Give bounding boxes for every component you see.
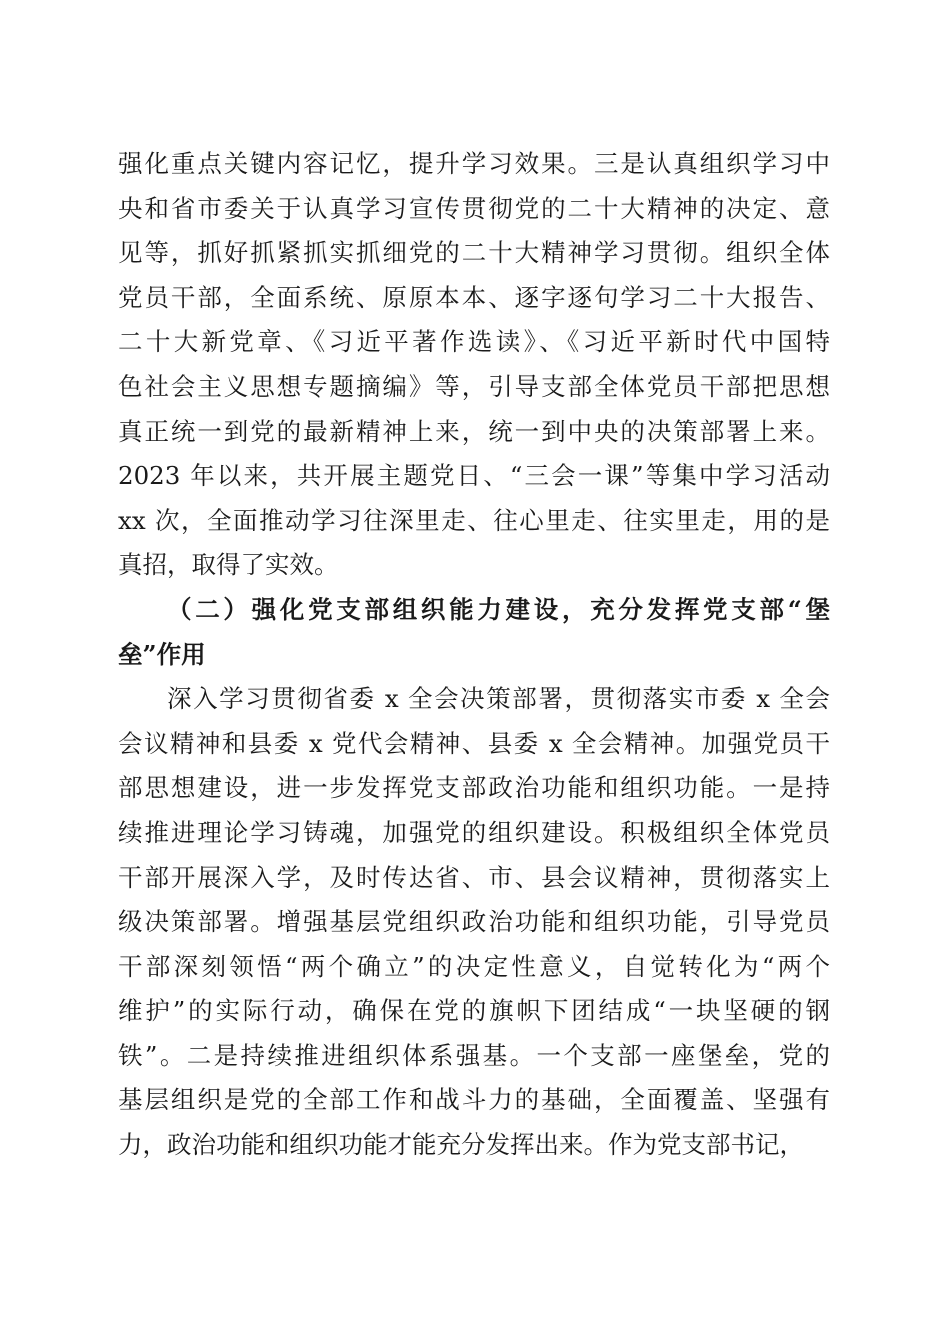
text-line: 真招，取得了实效。	[118, 550, 339, 580]
heading-line: （二）强化党支部组织能力建设，充分发挥党支部“堡	[167, 594, 830, 624]
text-line: 铁”。二是持续推进组织体系强基。一个支部一座堡垒，党的	[118, 1040, 830, 1070]
text-line: 央和省市委关于认真学习宣传贯彻党的二十大精神的决定、意	[118, 193, 830, 223]
paragraph-1	[118, 142, 830, 588]
text-line: 部思想建设，进一步发挥党支部政治功能和组织功能。一是持	[118, 773, 830, 803]
text-line: 会议精神和县委 x 党代会精神、县委 x 全会精神。加强党员干	[118, 728, 830, 758]
text-line: 维护”的实际行动，确保在党的旗帜下团结成“一块坚硬的钢	[118, 996, 830, 1026]
text-line: 深入学习贯彻省委 x 全会决策部署，贯彻落实市委 x 全会	[167, 684, 830, 714]
document-body	[118, 142, 830, 1168]
section-heading	[118, 588, 830, 677]
text-line: 干部深刻领悟“两个确立”的决定性意义，自觉转化为“两个	[118, 951, 830, 981]
text-line: xx 次，全面推动学习往深里走、往心里走、往实里走，用的是	[118, 505, 830, 535]
paragraph-2	[118, 677, 830, 1168]
text-line: 力，政治功能和组织功能才能充分发挥出来。作为党支部书记，	[118, 1130, 804, 1160]
heading-line: 垒”作用	[118, 639, 206, 669]
text-line: 真正统一到党的最新精神上来，统一到中央的决策部署上来。	[118, 416, 830, 446]
text-line: 党员干部，全面系统、原原本本、逐字逐句学习二十大报告、	[118, 282, 830, 312]
text-line: 基层组织是党的全部工作和战斗力的基础，全面覆盖、坚强有	[118, 1085, 830, 1115]
text-line: 干部开展深入学，及时传达省、市、县会议精神，贯彻落实上	[118, 862, 830, 892]
text-line: 强化重点关键内容记忆，提升学习效果。三是认真组织学习中	[118, 149, 830, 178]
text-line: 2023 年以来，共开展主题党日、“三会一课”等集中学习活动	[118, 461, 830, 491]
text-line: 见等，抓好抓紧抓实抓细党的二十大精神学习贯彻。组织全体	[118, 238, 830, 268]
text-line: 二十大新党章、《习近平著作选读》、《习近平新时代中国特	[118, 327, 830, 357]
text-line: 级决策部署。增强基层党组织政治功能和组织功能，引导党员	[118, 907, 830, 937]
text-line: 色社会主义思想专题摘编》等，引导支部全体党员干部把思想	[118, 371, 830, 401]
text-line: 续推进理论学习铸魂，加强党的组织建设。积极组织全体党员	[118, 817, 830, 847]
